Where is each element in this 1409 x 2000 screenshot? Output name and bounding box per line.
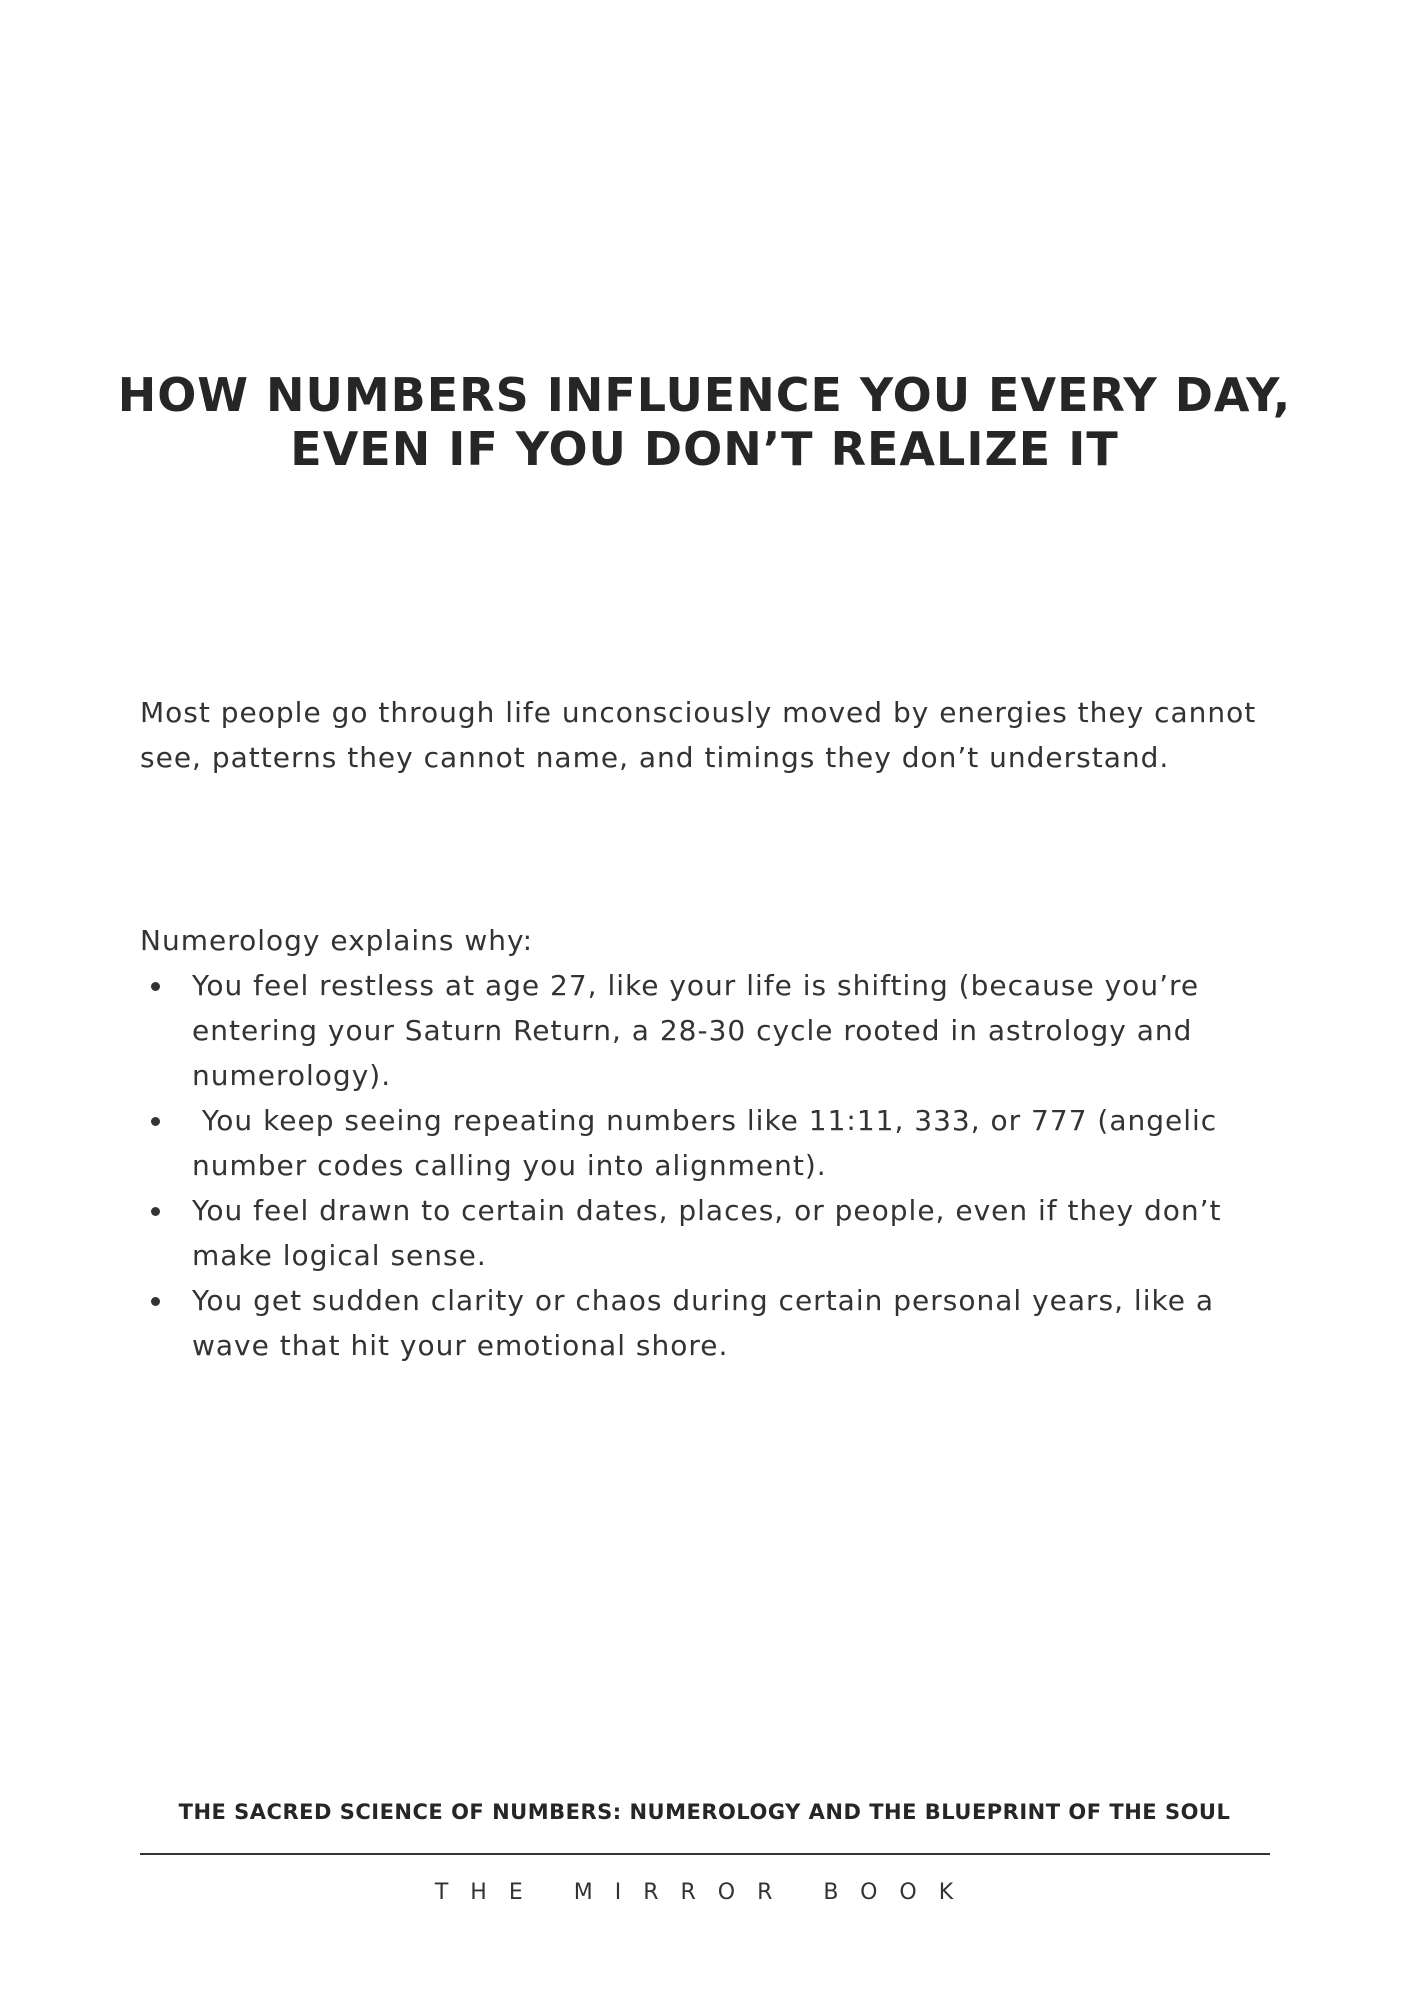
page-title [80,368,1329,476]
list-item [140,1278,1270,1368]
bullet-icon [151,1117,160,1126]
footer-brand: THE MIRROR BOOK [434,1880,976,1905]
list-item-text: You feel drawn to certain dates, places, or people, even if they don’t make logical sense. [192,1194,1232,1272]
bullet-icon [151,1297,160,1306]
page-title-line-1: HOW NUMBERS INFLUENCE YOU EVERY DAY, [117,368,1292,422]
list-item-text: You keep seeing repeating numbers like 11:11, 333, or 777 (angelic number codes calling you into alignment). [192,1104,1228,1182]
bullet-icon [151,982,160,991]
list-item [140,1188,1270,1278]
footer-divider [140,1853,1270,1855]
page-title-line-2: EVEN IF YOU DON’T REALIZE IT [290,422,1119,476]
list-item-text: You get sudden clarity or chaos during certain personal years, like a wave that hit your emotional shore. [192,1284,1224,1362]
intro-paragraph: Most people go through life unconsciously moved by energies they cannot see, patterns they cannot name, and timings they don’t understand. [140,696,1257,774]
list-item-text: You feel restless at age 27, like your life is shifting (because you’re entering your Saturn Return, a 28-30 cycle rooted in astrology and numerology). [192,969,1209,1092]
reasons-list [140,963,1270,1368]
list-lead-text: Numerology explains why: [140,924,534,957]
list-item [140,1098,1270,1188]
footer-book-title: THE SACRED SCIENCE OF NUMBERS: NUMEROLOGY AND THE BLUEPRINT OF THE SOUL [178,1800,1231,1824]
list-item [140,963,1270,1098]
bullet-icon [151,1207,160,1216]
